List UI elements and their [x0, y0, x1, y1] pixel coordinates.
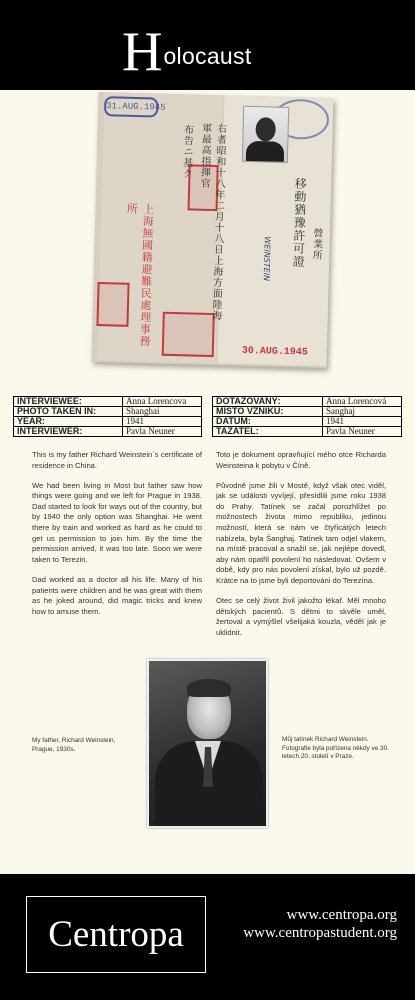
- portrait-hair: [187, 679, 231, 697]
- label-tazatel: TAZATEL:: [213, 427, 323, 437]
- table-row: [213, 407, 402, 417]
- certificate-column-text-1: 右者昭和十八年二月十八日上海方面陸海軍最高指揮官: [198, 122, 226, 322]
- footer-bar: [0, 874, 415, 1000]
- story-paragraph-en-1: This is my father Richard Weinstein`s certificate of residence in China.: [32, 450, 202, 470]
- father-portrait-photo: [147, 659, 268, 828]
- story-paragraph-en-3: Dad worked as a doctor all his life. Many of his patients were children and he was great with them as he joked around, did magic tricks and knew how to amuse them.: [32, 574, 202, 616]
- value-datum: 1941: [323, 417, 402, 427]
- info-table-cz: [212, 396, 402, 437]
- certificate-column-text-2: 布告ニ基ク: [180, 124, 193, 180]
- info-table-en: [13, 396, 202, 437]
- table-row: [14, 417, 202, 427]
- label-interviewer: INTERVIEWER:: [14, 427, 123, 437]
- footer-link-centropa[interactable]: www.centropa.org: [286, 907, 397, 923]
- story-paragraph-cz-3: Otec se celý život živil jakožto lékař. Měl mnoho dětských pacientů. S dětmi to skvěle uměl, žertoval a vymýšlel všelijaká kouzla, věděl jak je uklidnit.: [216, 596, 386, 637]
- table-row: [14, 427, 202, 437]
- value-dotazovany: Anna Lorencová: [323, 397, 402, 407]
- certificate-image: [92, 92, 334, 368]
- photo-caption-cz: Můj tatínek Richard Weinstein. Fotografie byla pořízena někdy ve 30. letech 20. století v Praze.: [282, 736, 389, 761]
- certificate-portrait: [242, 106, 289, 163]
- photo-caption-en: My father, Richard Weinstein, Prague, 1930s.: [32, 737, 116, 753]
- portrait-head: [255, 117, 276, 142]
- date-stamp-top: 31.AUG.1945: [104, 96, 159, 117]
- value-interviewer: Pavla Neuner: [123, 427, 202, 437]
- portrait-body: [246, 141, 285, 163]
- value-misto-vzniku: Šanghaj: [323, 407, 402, 417]
- label-dotazovany: DOTAZOVANÝ:: [213, 397, 323, 407]
- certificate-title-text: 移動猶豫許可證: [291, 177, 308, 269]
- footer-link-centropastudent[interactable]: www.centropastudent.org: [243, 925, 397, 941]
- table-row: [14, 397, 202, 407]
- header-bar: [0, 0, 415, 90]
- date-stamp-red: 30.AUG.1945: [241, 345, 308, 359]
- story-paragraph-en-2: We had been living in Most but father saw how things were going and we left for Prague in 1938. Dad started to look for ways out of the country, but by 1940 the only option was Shanghai. He went there by train and worked as hard as he could to get us permission to join him. By the time the permission arrived, it was too late. Soon we were taken to Terezin.: [32, 480, 202, 564]
- certificate-office-text: 上海無國籍避難民處理事務所: [125, 202, 155, 348]
- label-year: YEAR:: [14, 417, 123, 427]
- title-initial: H: [122, 21, 163, 83]
- table-row: [213, 427, 402, 437]
- page-title: [122, 21, 252, 83]
- logo-text: Centropa: [48, 914, 184, 955]
- label-misto-vzniku: MÍSTO VZNIKU:: [213, 407, 323, 417]
- value-tazatel: Pavla Neuner: [323, 427, 402, 437]
- story-paragraph-cz-1: Toto je dokument opravňující mého otce Richarda Weinsteina k pobytu v Číně.: [216, 450, 386, 470]
- label-datum: DATUM:: [213, 417, 323, 427]
- story-text-cz: [216, 450, 386, 648]
- certificate-handwritten-name: WEINSTEIN: [261, 236, 272, 282]
- value-interviewee: Anna Lorencova: [123, 397, 202, 407]
- table-row: [213, 417, 402, 427]
- story-text-en: [32, 450, 202, 627]
- title-rest: olocaust: [163, 43, 252, 69]
- label-interviewee: INTERVIEWEE:: [14, 397, 123, 407]
- label-photo-taken-in: PHOTO TAKEN IN:: [14, 407, 123, 417]
- table-row: [213, 397, 402, 407]
- value-photo-taken-in: Shanghai: [123, 407, 202, 417]
- value-year: 1941: [123, 417, 202, 427]
- story-paragraph-cz-2: Původně jsme žili v Mostě, když však otec viděl, jak se události vyvíjejí, přesídlili jsme roku 1938 do Prahy. Tatínek se začal porozhlížet po možnostech života mimo republiku, jedinou možností, která se nám ve čtyřicátých letech nabízela, byla Šanghaj. Tatínek tam odjel vlakem, na místě pracoval a snažil se, jak nejlépe dovedl, aby nám opatřil povolení ho následovat. Ovšem v době, kdy pro nás povolení získal, bylo už pozdě. Krátce na to jsme byli deportováni do Terezína.: [216, 480, 386, 586]
- table-row: [14, 407, 202, 417]
- certificate-column-text-5: 營業所: [310, 227, 323, 261]
- centropa-logo: [26, 896, 206, 973]
